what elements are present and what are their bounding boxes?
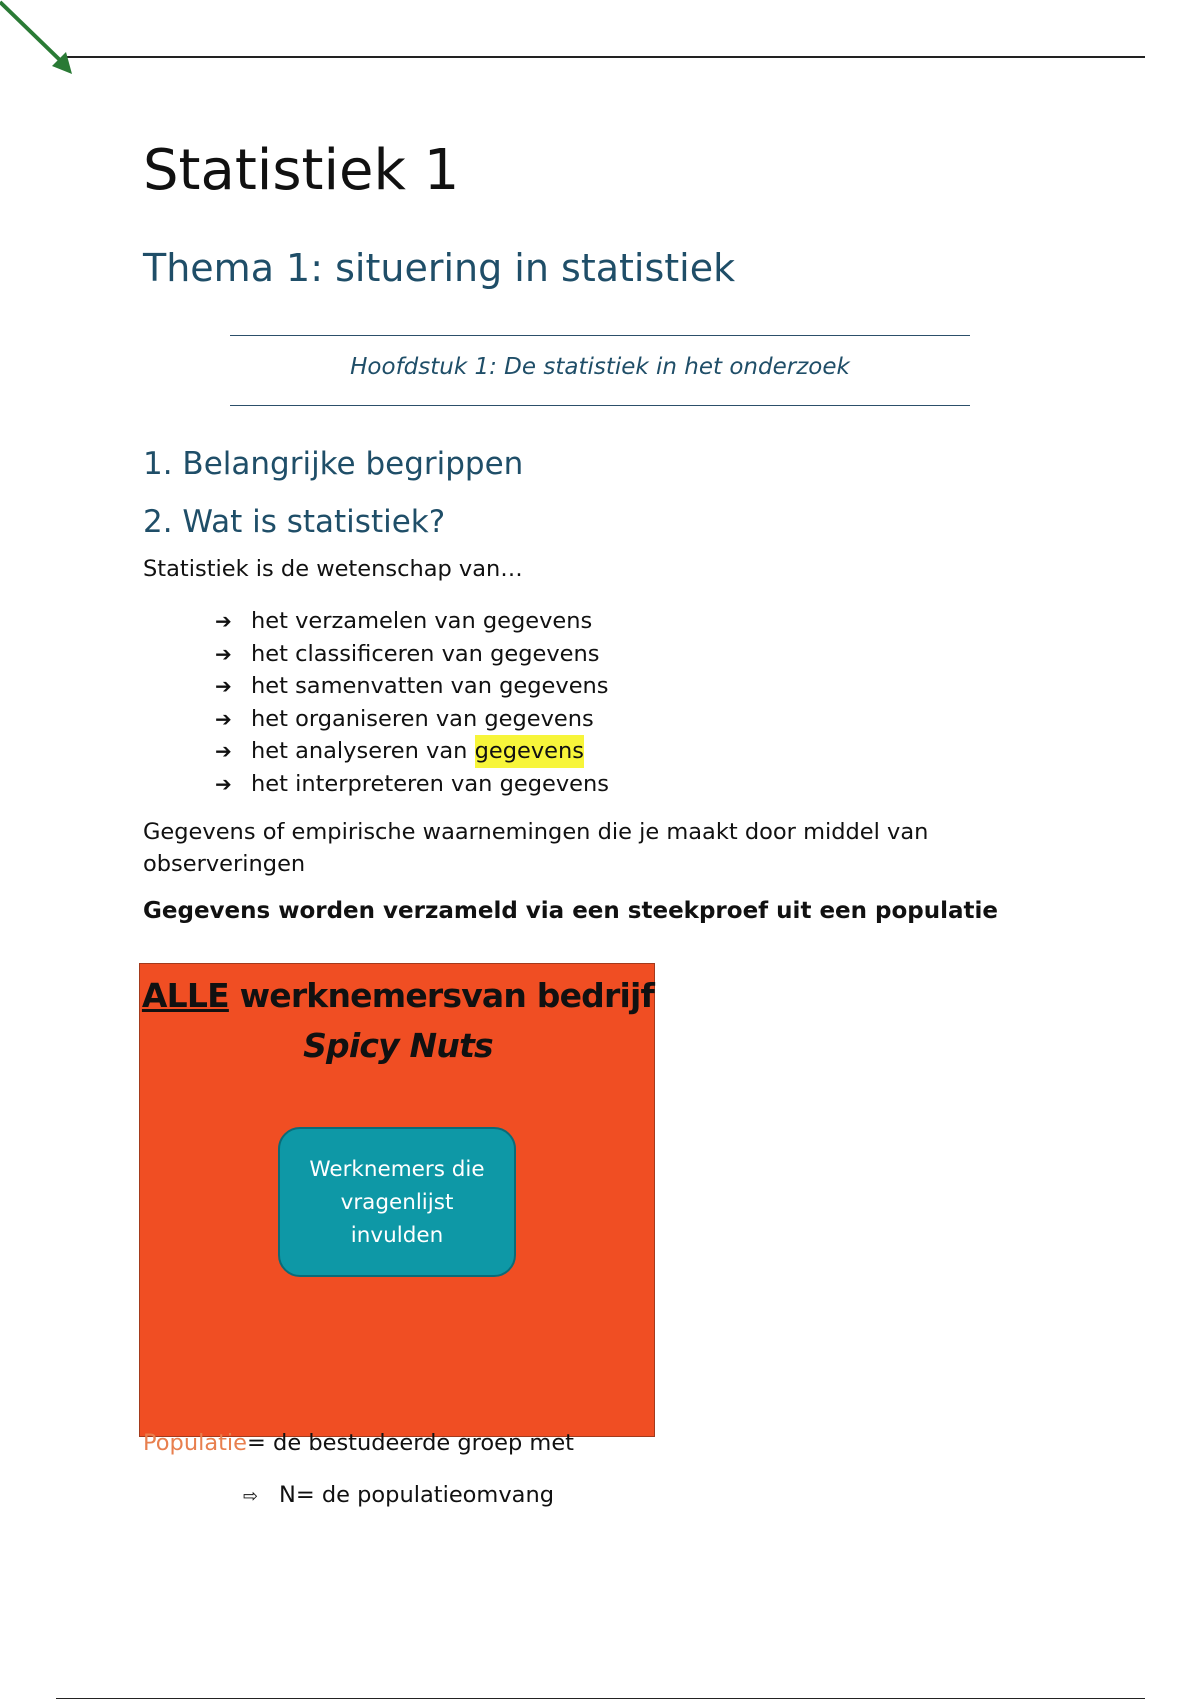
population-box: [139, 963, 655, 1437]
population-title: ALLE werknemersvan bedrijf: [141, 976, 655, 1015]
list-item: ➔ het interpreteren van gegevens: [215, 768, 609, 801]
term-population: Populatie: [143, 1430, 248, 1456]
list-item: ➔ het classificeren van gegevens: [215, 638, 609, 671]
arrow-right-icon: ➔: [215, 609, 232, 633]
sample-label: Werknemers die vragenlijst invulden: [309, 1156, 485, 1248]
intro-text: Statistiek is de wetenschap van…: [143, 556, 523, 582]
arrow-right-icon: ➔: [215, 706, 232, 731]
sample-statement: Gegevens worden verzameld via een steekproef uit een populatie: [143, 898, 999, 924]
page-title: Statistiek 1: [143, 138, 460, 203]
list-item: ➔ het verzamelen van gegevens: [215, 605, 609, 638]
bottom-rule: [56, 1698, 1145, 1699]
highlighted-word: gegevens: [475, 735, 584, 768]
top-rule: [64, 56, 1145, 58]
chapter-rule-top: [230, 335, 970, 336]
activity-list: [215, 605, 609, 800]
population-definition: Populatie= de bestudeerde groep met: [143, 1430, 575, 1456]
arrow-right-icon: ➔: [215, 739, 232, 763]
arrow-right-icon: ➔: [215, 641, 232, 666]
theme-heading: Thema 1: situering in statistiek: [143, 246, 736, 290]
chapter-heading: Hoofdstuk 1: De statistiek in het onderzoek: [350, 354, 850, 380]
section-heading-1: 1. Belangrijke begrippen: [143, 446, 524, 482]
outline-arrow-icon: ⇨: [243, 1486, 259, 1507]
corner-arrow-icon: [0, 0, 90, 90]
chapter-rule-bottom: [230, 405, 970, 406]
arrow-right-icon: ➔: [215, 674, 232, 698]
list-item: ➔ het samenvatten van gegevens: [215, 670, 609, 703]
n-definition: ⇨ N= de populatieomvang: [243, 1482, 554, 1508]
observations-paragraph: Gegevens of empirische waarnemingen die je maakt door middel van observeringen: [143, 819, 929, 877]
list-item: ➔ het analyseren van gegevens: [215, 735, 609, 768]
list-item: ➔ het organiseren van gegevens: [215, 703, 609, 736]
arrow-right-icon: ➔: [215, 771, 232, 796]
company-name: Spicy Nuts: [303, 1026, 493, 1065]
section-heading-2: 2. Wat is statistiek?: [143, 504, 446, 540]
sample-box: [278, 1127, 516, 1277]
